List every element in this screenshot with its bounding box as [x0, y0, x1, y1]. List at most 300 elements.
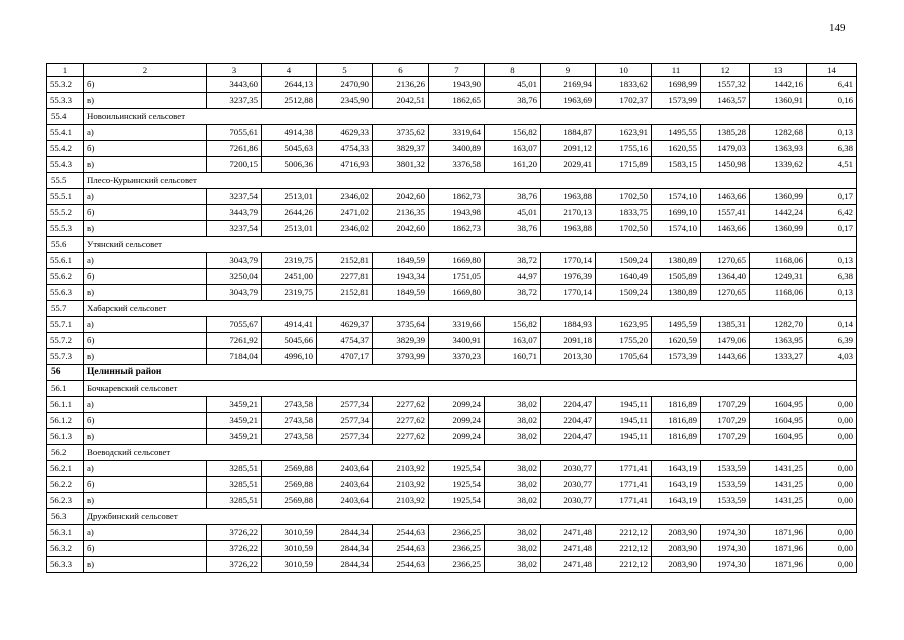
value-cell: 1816,89: [652, 413, 701, 429]
value-cell: 3010,59: [262, 525, 317, 541]
section-code: 56.1: [47, 381, 84, 397]
section-code: 56: [47, 365, 84, 381]
value-cell: 1884,93: [541, 317, 596, 333]
row-subitem: б): [84, 477, 207, 493]
section-row: [47, 301, 857, 317]
value-cell: 0,00: [807, 397, 857, 413]
value-cell: 1604,95: [750, 413, 807, 429]
value-cell: 2099,24: [429, 397, 485, 413]
section-title: Утянский сельсовет: [84, 237, 857, 253]
value-cell: 3829,37: [373, 141, 429, 157]
row-subitem: а): [84, 397, 207, 413]
value-cell: 2345,90: [317, 93, 373, 109]
row-subitem: а): [84, 317, 207, 333]
value-cell: 1573,99: [652, 93, 701, 109]
value-cell: 1604,95: [750, 429, 807, 445]
section-code: 55.7: [47, 301, 84, 317]
value-cell: 1505,89: [652, 269, 701, 285]
value-cell: 2204,47: [541, 429, 596, 445]
value-cell: 1339,62: [750, 157, 807, 173]
value-cell: 3010,59: [262, 557, 317, 573]
value-cell: 3043,79: [207, 253, 262, 269]
section-row: [47, 237, 857, 253]
value-cell: 2103,92: [373, 493, 429, 509]
table-row: [47, 221, 857, 237]
row-code: 55.5.1: [47, 189, 84, 205]
section-row: [47, 509, 857, 525]
value-cell: 7055,67: [207, 317, 262, 333]
value-cell: 2403,64: [317, 493, 373, 509]
value-cell: 161,20: [485, 157, 541, 173]
table-row: [47, 253, 857, 269]
row-subitem: б): [84, 77, 207, 93]
table-row: [47, 317, 857, 333]
row-subitem: а): [84, 125, 207, 141]
value-cell: 38,76: [485, 189, 541, 205]
value-cell: 2083,90: [652, 525, 701, 541]
value-cell: 1871,96: [750, 525, 807, 541]
row-subitem: в): [84, 429, 207, 445]
value-cell: 3250,04: [207, 269, 262, 285]
value-cell: 1442,16: [750, 77, 807, 93]
value-cell: 0,17: [807, 189, 857, 205]
value-cell: 4996,10: [262, 349, 317, 365]
value-cell: 1574,10: [652, 221, 701, 237]
column-header: 10: [596, 64, 652, 77]
section-row: [47, 173, 857, 189]
value-cell: 2512,88: [262, 93, 317, 109]
value-cell: 2471,02: [317, 205, 373, 221]
value-cell: 1643,19: [652, 477, 701, 493]
value-cell: 156,82: [485, 125, 541, 141]
value-cell: 4716,93: [317, 157, 373, 173]
value-cell: 1270,65: [701, 253, 750, 269]
value-cell: 2403,64: [317, 461, 373, 477]
value-cell: 1702,37: [596, 93, 652, 109]
value-cell: 3237,54: [207, 221, 262, 237]
row-code: 56.2.1: [47, 461, 84, 477]
row-code: 55.6.1: [47, 253, 84, 269]
value-cell: 2644,26: [262, 205, 317, 221]
table-row: [47, 493, 857, 509]
value-cell: 2471,48: [541, 525, 596, 541]
value-cell: 2844,34: [317, 557, 373, 573]
row-subitem: б): [84, 541, 207, 557]
value-cell: 45,01: [485, 205, 541, 221]
value-cell: 0,16: [807, 93, 857, 109]
value-cell: 2099,24: [429, 413, 485, 429]
value-cell: 2451,00: [262, 269, 317, 285]
value-cell: 3285,51: [207, 477, 262, 493]
value-cell: 6,38: [807, 141, 857, 157]
value-cell: 1479,03: [701, 141, 750, 157]
value-cell: 1943,98: [429, 205, 485, 221]
value-cell: 1669,80: [429, 285, 485, 301]
value-cell: 2103,92: [373, 461, 429, 477]
value-cell: 2544,63: [373, 541, 429, 557]
row-code: 55.4.3: [47, 157, 84, 173]
section-code: 56.3: [47, 509, 84, 525]
value-cell: 1871,96: [750, 541, 807, 557]
section-title: Целинный район: [84, 365, 857, 381]
value-cell: 1533,59: [701, 461, 750, 477]
table-body: [47, 64, 857, 573]
value-cell: 6,38: [807, 269, 857, 285]
value-cell: 1431,25: [750, 493, 807, 509]
value-cell: 1643,19: [652, 461, 701, 477]
value-cell: 2569,88: [262, 493, 317, 509]
value-cell: 2513,01: [262, 221, 317, 237]
value-cell: 1623,95: [596, 317, 652, 333]
column-header: 14: [807, 64, 857, 77]
section-title: Новоильинский сельсовет: [84, 109, 857, 125]
section-title: Бочкаревский сельсовет: [84, 381, 857, 397]
column-header: 8: [485, 64, 541, 77]
value-cell: 2029,41: [541, 157, 596, 173]
value-cell: 3376,58: [429, 157, 485, 173]
value-cell: 1431,25: [750, 461, 807, 477]
table-row: [47, 285, 857, 301]
value-cell: 4629,37: [317, 317, 373, 333]
value-cell: 1270,65: [701, 285, 750, 301]
table-row: [47, 269, 857, 285]
value-cell: 2091,12: [541, 141, 596, 157]
value-cell: 2030,77: [541, 493, 596, 509]
value-cell: 3735,62: [373, 125, 429, 141]
value-cell: 0,00: [807, 429, 857, 445]
value-cell: 2471,48: [541, 541, 596, 557]
value-cell: 2204,47: [541, 413, 596, 429]
value-cell: 2204,47: [541, 397, 596, 413]
value-cell: 2212,12: [596, 557, 652, 573]
value-cell: 1363,93: [750, 141, 807, 157]
value-cell: 1705,64: [596, 349, 652, 365]
row-subitem: в): [84, 93, 207, 109]
value-cell: 1751,05: [429, 269, 485, 285]
value-cell: 160,71: [485, 349, 541, 365]
table-row: [47, 205, 857, 221]
table-row: [47, 349, 857, 365]
row-code: 56.3.2: [47, 541, 84, 557]
section-row: [47, 109, 857, 125]
table-row: [47, 333, 857, 349]
value-cell: 2577,34: [317, 413, 373, 429]
value-cell: 1620,55: [652, 141, 701, 157]
table-row: [47, 461, 857, 477]
row-subitem: б): [84, 205, 207, 221]
value-cell: 1974,30: [701, 525, 750, 541]
value-cell: 1707,29: [701, 429, 750, 445]
row-subitem: б): [84, 141, 207, 157]
value-cell: 1770,14: [541, 285, 596, 301]
value-cell: 38,02: [485, 461, 541, 477]
column-header: 2: [84, 64, 207, 77]
value-cell: 1945,11: [596, 429, 652, 445]
section-code: 55.5: [47, 173, 84, 189]
table-row: [47, 413, 857, 429]
value-cell: 3459,21: [207, 429, 262, 445]
table-row: [47, 125, 857, 141]
value-cell: 1833,75: [596, 205, 652, 221]
value-cell: 3285,51: [207, 493, 262, 509]
value-cell: 4,51: [807, 157, 857, 173]
table-row: [47, 557, 857, 573]
value-cell: 38,72: [485, 253, 541, 269]
value-cell: 1707,29: [701, 397, 750, 413]
row-subitem: а): [84, 253, 207, 269]
column-header: 1: [47, 64, 84, 77]
value-cell: 2577,34: [317, 397, 373, 413]
value-cell: 38,02: [485, 429, 541, 445]
value-cell: 38,72: [485, 285, 541, 301]
row-code: 55.7.2: [47, 333, 84, 349]
value-cell: 1463,66: [701, 189, 750, 205]
value-cell: 2277,62: [373, 397, 429, 413]
page-number: 149: [829, 22, 846, 34]
section-title: Хабарский сельсовет: [84, 301, 857, 317]
value-cell: 2042,60: [373, 221, 429, 237]
value-cell: 1533,59: [701, 477, 750, 493]
value-cell: 3735,64: [373, 317, 429, 333]
row-code: 56.1.3: [47, 429, 84, 445]
value-cell: 1884,87: [541, 125, 596, 141]
value-cell: 1871,96: [750, 557, 807, 573]
value-cell: 3043,79: [207, 285, 262, 301]
section-title: Плесо-Курьинский сельсовет: [84, 173, 857, 189]
value-cell: 3443,60: [207, 77, 262, 93]
data-table: [46, 63, 857, 573]
value-cell: 2544,63: [373, 557, 429, 573]
value-cell: 3459,21: [207, 413, 262, 429]
value-cell: 3459,21: [207, 397, 262, 413]
table-row: [47, 429, 857, 445]
value-cell: 2577,34: [317, 429, 373, 445]
value-cell: 1509,24: [596, 285, 652, 301]
row-code: 55.3.2: [47, 77, 84, 93]
value-cell: 1699,10: [652, 205, 701, 221]
value-cell: 6,42: [807, 205, 857, 221]
value-cell: 2099,24: [429, 429, 485, 445]
value-cell: 38,02: [485, 493, 541, 509]
table-row: [47, 397, 857, 413]
value-cell: 1604,95: [750, 397, 807, 413]
value-cell: 0,13: [807, 253, 857, 269]
value-cell: 2152,81: [317, 285, 373, 301]
row-code: 56.2.3: [47, 493, 84, 509]
value-cell: 2743,58: [262, 397, 317, 413]
value-cell: 6,41: [807, 77, 857, 93]
value-cell: 38,02: [485, 413, 541, 429]
value-cell: 4754,33: [317, 141, 373, 157]
value-cell: 2569,88: [262, 477, 317, 493]
value-cell: 38,02: [485, 541, 541, 557]
value-cell: 2013,30: [541, 349, 596, 365]
value-cell: 5006,36: [262, 157, 317, 173]
value-cell: 38,76: [485, 221, 541, 237]
row-code: 55.4.1: [47, 125, 84, 141]
value-cell: 1770,14: [541, 253, 596, 269]
value-cell: 2403,64: [317, 477, 373, 493]
table-row: [47, 141, 857, 157]
value-cell: 1974,30: [701, 541, 750, 557]
value-cell: 1963,69: [541, 93, 596, 109]
value-cell: 1168,06: [750, 285, 807, 301]
row-subitem: б): [84, 413, 207, 429]
table-row: [47, 189, 857, 205]
value-cell: 0,00: [807, 461, 857, 477]
header-row: [47, 64, 857, 77]
row-code: 56.1.2: [47, 413, 84, 429]
value-cell: 7261,92: [207, 333, 262, 349]
row-code: 55.6.3: [47, 285, 84, 301]
row-code: 55.3.3: [47, 93, 84, 109]
value-cell: 2030,77: [541, 477, 596, 493]
value-cell: 3319,66: [429, 317, 485, 333]
value-cell: 1640,49: [596, 269, 652, 285]
row-subitem: в): [84, 157, 207, 173]
value-cell: 1974,30: [701, 557, 750, 573]
value-cell: 1380,89: [652, 285, 701, 301]
value-cell: 1431,25: [750, 477, 807, 493]
section-row: [47, 365, 857, 381]
value-cell: 1450,98: [701, 157, 750, 173]
value-cell: 1833,62: [596, 77, 652, 93]
value-cell: 38,02: [485, 397, 541, 413]
row-code: 55.4.2: [47, 141, 84, 157]
value-cell: 2083,90: [652, 541, 701, 557]
value-cell: 2212,12: [596, 541, 652, 557]
value-cell: 163,07: [485, 141, 541, 157]
row-subitem: б): [84, 333, 207, 349]
value-cell: 1623,91: [596, 125, 652, 141]
table-row: [47, 157, 857, 173]
value-cell: 3726,22: [207, 541, 262, 557]
value-cell: 2277,62: [373, 413, 429, 429]
value-cell: 3829,39: [373, 333, 429, 349]
value-cell: 1755,20: [596, 333, 652, 349]
value-cell: 7184,04: [207, 349, 262, 365]
value-cell: 3010,59: [262, 541, 317, 557]
value-cell: 1702,50: [596, 189, 652, 205]
value-cell: 1963,88: [541, 221, 596, 237]
value-cell: 0,00: [807, 557, 857, 573]
value-cell: 1533,59: [701, 493, 750, 509]
column-header: 9: [541, 64, 596, 77]
value-cell: 2169,94: [541, 77, 596, 93]
value-cell: 1849,59: [373, 253, 429, 269]
value-cell: 2346,02: [317, 189, 373, 205]
value-cell: 2170,13: [541, 205, 596, 221]
value-cell: 1443,66: [701, 349, 750, 365]
value-cell: 1509,24: [596, 253, 652, 269]
table-row: [47, 525, 857, 541]
value-cell: 3793,99: [373, 349, 429, 365]
column-header: 13: [750, 64, 807, 77]
value-cell: 38,02: [485, 477, 541, 493]
value-cell: 1771,41: [596, 493, 652, 509]
column-header: 3: [207, 64, 262, 77]
value-cell: 1385,31: [701, 317, 750, 333]
value-cell: 4754,37: [317, 333, 373, 349]
value-cell: 1945,11: [596, 413, 652, 429]
value-cell: 5045,63: [262, 141, 317, 157]
value-cell: 3285,51: [207, 461, 262, 477]
value-cell: 1249,31: [750, 269, 807, 285]
value-cell: 1963,88: [541, 189, 596, 205]
value-cell: 0,00: [807, 477, 857, 493]
value-cell: 1360,91: [750, 93, 807, 109]
value-cell: 3319,64: [429, 125, 485, 141]
value-cell: 163,07: [485, 333, 541, 349]
value-cell: 1282,68: [750, 125, 807, 141]
value-cell: 1557,41: [701, 205, 750, 221]
value-cell: 1495,59: [652, 317, 701, 333]
value-cell: 2470,90: [317, 77, 373, 93]
value-cell: 2042,51: [373, 93, 429, 109]
row-subitem: а): [84, 461, 207, 477]
value-cell: 1816,89: [652, 429, 701, 445]
value-cell: 0,13: [807, 125, 857, 141]
value-cell: 1976,39: [541, 269, 596, 285]
value-cell: 2844,34: [317, 525, 373, 541]
value-cell: 1168,06: [750, 253, 807, 269]
value-cell: 1385,28: [701, 125, 750, 141]
row-subitem: в): [84, 349, 207, 365]
value-cell: 1442,24: [750, 205, 807, 221]
value-cell: 1574,10: [652, 189, 701, 205]
value-cell: 1479,06: [701, 333, 750, 349]
value-cell: 1557,32: [701, 77, 750, 93]
value-cell: 2569,88: [262, 461, 317, 477]
value-cell: 4707,17: [317, 349, 373, 365]
value-cell: 2152,81: [317, 253, 373, 269]
table-row: [47, 477, 857, 493]
value-cell: 0,00: [807, 525, 857, 541]
value-cell: 1463,66: [701, 221, 750, 237]
value-cell: 2042,60: [373, 189, 429, 205]
value-cell: 1862,73: [429, 221, 485, 237]
value-cell: 2136,26: [373, 77, 429, 93]
value-cell: 2319,75: [262, 253, 317, 269]
value-cell: 4914,41: [262, 317, 317, 333]
value-cell: 156,82: [485, 317, 541, 333]
section-code: 55.4: [47, 109, 84, 125]
value-cell: 1862,73: [429, 189, 485, 205]
row-code: 56.2.2: [47, 477, 84, 493]
value-cell: 1363,95: [750, 333, 807, 349]
value-cell: 2346,02: [317, 221, 373, 237]
value-cell: 1583,15: [652, 157, 701, 173]
value-cell: 2844,34: [317, 541, 373, 557]
value-cell: 1707,29: [701, 413, 750, 429]
value-cell: 1771,41: [596, 477, 652, 493]
value-cell: 2091,18: [541, 333, 596, 349]
value-cell: 7200,15: [207, 157, 262, 173]
value-cell: 1771,41: [596, 461, 652, 477]
value-cell: 1643,19: [652, 493, 701, 509]
row-subitem: а): [84, 525, 207, 541]
value-cell: 1698,99: [652, 77, 701, 93]
column-header: 4: [262, 64, 317, 77]
value-cell: 1364,40: [701, 269, 750, 285]
value-cell: 7261,86: [207, 141, 262, 157]
section-title: Воеводский сельсовет: [84, 445, 857, 461]
value-cell: 1925,54: [429, 477, 485, 493]
value-cell: 1925,54: [429, 493, 485, 509]
value-cell: 3370,23: [429, 349, 485, 365]
value-cell: 2743,58: [262, 413, 317, 429]
value-cell: 4629,33: [317, 125, 373, 141]
